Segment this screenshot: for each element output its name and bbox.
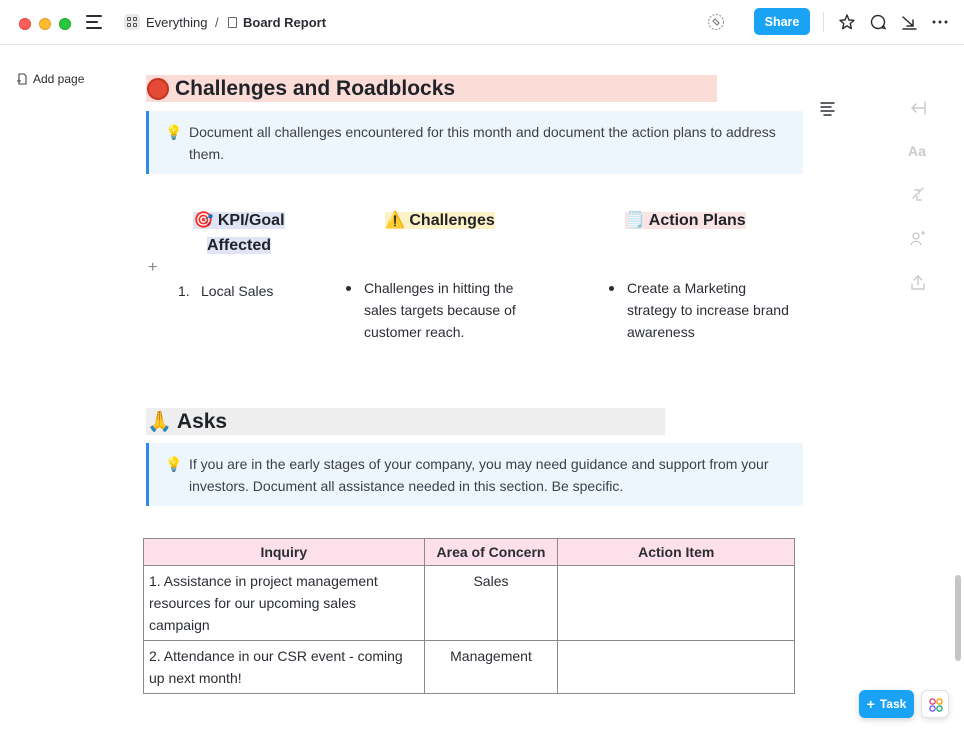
window-close-button[interactable] xyxy=(19,18,31,30)
window-minimize-button[interactable] xyxy=(39,18,51,30)
kpi-list xyxy=(178,280,273,302)
hamburger-menu-icon[interactable] xyxy=(86,15,102,29)
challenges-list xyxy=(344,277,534,343)
challenges-column-heading-text: Challenges xyxy=(409,212,495,229)
add-page-label: Add page xyxy=(33,72,85,86)
table-header-row xyxy=(144,539,795,566)
list-item[interactable]: Create a Marketing strategy to increase brand awareness xyxy=(607,277,797,343)
kpi-heading-line1: KPI/Goal xyxy=(217,212,285,229)
more-options-icon[interactable] xyxy=(931,13,949,31)
notepad-icon: 🗒️ xyxy=(625,212,645,229)
target-icon: 🎯 xyxy=(193,212,214,229)
lightbulb-icon: 💡 xyxy=(165,124,183,140)
list-item-text: Local Sales xyxy=(201,283,274,299)
table-cell[interactable]: Sales xyxy=(424,566,558,641)
table-cell[interactable]: Management xyxy=(424,641,558,694)
table-of-contents-icon[interactable] xyxy=(819,99,837,117)
ai-sparkle-icon[interactable] xyxy=(909,229,927,247)
kpi-heading-line2: Affected xyxy=(206,237,271,254)
task-button-label: Task xyxy=(879,697,907,711)
scrollbar-thumb[interactable] xyxy=(955,575,961,661)
lightbulb-icon: 💡 xyxy=(165,456,183,472)
list-item[interactable] xyxy=(178,280,273,302)
breadcrumb-separator: / xyxy=(215,14,219,30)
breadcrumb-workspace-label: Everything xyxy=(146,14,208,30)
stop-sign-icon xyxy=(147,78,169,100)
new-task-button[interactable] xyxy=(859,690,914,718)
collapse-sidebar-icon[interactable] xyxy=(909,99,927,117)
action-plans-list xyxy=(607,277,797,343)
breadcrumb-everything[interactable] xyxy=(124,13,207,31)
table-cell[interactable]: 2. Attendance in our CSR event - coming up next month! xyxy=(144,641,425,694)
typography-icon[interactable]: Aa xyxy=(908,143,926,159)
challenges-callout-text: Document all challenges encountered for this month and document the action plans to address them. xyxy=(189,124,776,162)
breadcrumb-board-report[interactable] xyxy=(228,13,326,31)
header-inquiry[interactable]: Inquiry xyxy=(144,539,425,566)
asks-callout-text: If you are in the early stages of your company, you may need guidance and support from your investors. Document all assistance needed in this section. Be specific. xyxy=(189,456,769,494)
tag-icon[interactable] xyxy=(707,13,725,31)
header-area-of-concern[interactable]: Area of Concern xyxy=(424,539,558,566)
challenges-callout[interactable] xyxy=(146,111,803,174)
list-item[interactable]: Challenges in hitting the sales targets because of customer reach. xyxy=(344,277,534,343)
header-action-item[interactable]: Action Item xyxy=(558,539,795,566)
action-plans-heading-text: Action Plans xyxy=(648,212,746,229)
challenges-heading-text: Challenges and Roadblocks xyxy=(175,76,456,100)
add-page-icon xyxy=(16,72,28,86)
collapse-down-icon[interactable] xyxy=(900,13,918,31)
praying-hands-icon: 🙏 xyxy=(147,411,172,433)
asks-heading-text: Asks xyxy=(176,409,228,433)
asks-callout[interactable] xyxy=(146,443,803,506)
table-cell[interactable] xyxy=(558,566,795,641)
share-button[interactable]: Share xyxy=(754,8,810,35)
toolbar-divider xyxy=(823,12,824,32)
top-bar xyxy=(0,0,964,45)
link-icon[interactable] xyxy=(909,186,927,204)
table-cell[interactable] xyxy=(558,641,795,694)
add-block-icon[interactable]: + xyxy=(148,259,158,276)
apps-grid-button[interactable] xyxy=(921,690,949,718)
plus-icon: + xyxy=(866,696,875,712)
export-icon[interactable] xyxy=(909,274,927,292)
challenges-column-heading xyxy=(385,208,495,233)
challenges-heading xyxy=(146,75,717,102)
apps-grid-icon xyxy=(922,691,950,719)
table-row xyxy=(144,566,795,641)
asks-heading xyxy=(146,408,665,435)
table-cell[interactable]: 1. Assistance in project management resources for our upcoming sales campaign xyxy=(144,566,425,641)
star-icon[interactable] xyxy=(838,13,856,31)
list-item-number: 1. xyxy=(178,283,190,299)
document-icon xyxy=(228,17,237,28)
kpi-column-heading xyxy=(179,208,299,258)
asks-table xyxy=(143,538,795,694)
action-plans-column-heading xyxy=(625,208,746,233)
table-row xyxy=(144,641,795,694)
add-page-button[interactable] xyxy=(16,72,84,86)
workspace-icon xyxy=(124,14,140,30)
comment-icon[interactable] xyxy=(869,13,887,31)
breadcrumb-page-label: Board Report xyxy=(243,14,327,30)
warning-icon: ⚠️ xyxy=(385,212,405,229)
window-zoom-button[interactable] xyxy=(59,18,71,30)
